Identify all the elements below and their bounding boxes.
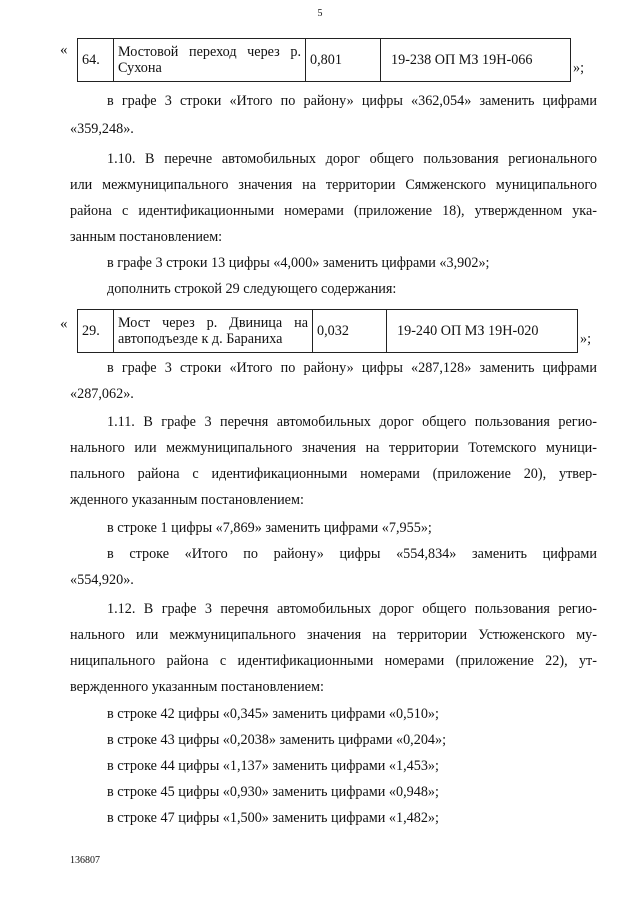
close-quote: »; <box>573 60 585 76</box>
section-1-11-line: пального района с идентификационными номерами (приложение 20), утвер- <box>70 466 597 482</box>
road-name: Мостовой переход через р. Сухона <box>114 39 306 82</box>
road-code: 19-238 ОП МЗ 19Н-066 <box>381 39 571 82</box>
road-name: Мост через р. Двиница на автоподъезде к д. Бараниха <box>114 310 313 353</box>
list-item: в строке 45 цифры «0,930» заменить цифрами «0,948»; <box>107 784 439 800</box>
section-1-11-line: жденного указанным постановлением: <box>70 492 304 508</box>
paragraph-line: «359,248». <box>70 121 134 137</box>
paragraph-line: дополнить строкой 29 следующего содержания: <box>107 281 397 297</box>
table-row-64 <box>77 38 571 82</box>
open-quote: « <box>60 316 68 332</box>
list-item: в строке 44 цифры «1,137» заменить цифрами «1,453»; <box>107 758 439 774</box>
section-1-11-line: нального или межмуниципального значения на территории Тотемского муници- <box>70 440 597 456</box>
section-1-12-line: 1.12. В графе 3 перечня автомобильных дорог общего пользования регио- <box>107 601 597 617</box>
section-1-10-line: занным постановлением: <box>70 229 223 245</box>
table-row-29 <box>77 309 578 353</box>
section-1-12-line: нального или межмуниципального значения на территории Устюженского му- <box>70 627 597 643</box>
paragraph-line: в строке «Итого по району» цифры «554,834» заменить цифрами <box>107 546 597 562</box>
section-1-10-line: 1.10. В перечне автомобильных дорог общего пользования регионального <box>107 151 597 167</box>
paragraph-line: в графе 3 строки «Итого по району» цифры «362,054» заменить цифрами <box>107 93 597 109</box>
close-quote: »; <box>580 331 592 347</box>
paragraph-line: «287,062». <box>70 386 134 402</box>
page-number: 5 <box>317 8 323 19</box>
list-item: в строке 47 цифры «1,500» заменить цифрами «1,482»; <box>107 810 439 826</box>
paragraph-line: в графе 3 строки 13 цифры «4,000» заменить цифрами «3,902»; <box>107 255 490 271</box>
section-1-10-line: или межмуниципального значения на территории Сямженского муниципального <box>70 177 597 193</box>
road-length: 0,801 <box>306 39 381 82</box>
section-1-12-line: вержденного указанным постановлением: <box>70 679 324 695</box>
list-item: в строке 43 цифры «0,2038» заменить цифрами «0,204»; <box>107 732 447 748</box>
section-1-10-line: района с идентификационными номерами (приложение 18), утвержденном ука- <box>70 203 597 219</box>
road-code: 19-240 ОП МЗ 19Н-020 <box>387 310 578 353</box>
list-item: в строке 42 цифры «0,345» заменить цифрами «0,510»; <box>107 706 439 722</box>
open-quote: « <box>60 42 68 58</box>
paragraph-line: в графе 3 строки «Итого по району» цифры «287,128» заменить цифрами <box>107 360 597 376</box>
paragraph-line: «554,920». <box>70 572 134 588</box>
section-1-11-line: 1.11. В графе 3 перечня автомобильных дорог общего пользования регио- <box>107 414 597 430</box>
road-length: 0,032 <box>313 310 387 353</box>
paragraph-line: в строке 1 цифры «7,869» заменить цифрами «7,955»; <box>107 520 432 536</box>
row-number: 64. <box>78 39 114 82</box>
section-1-12-line: ниципального района с идентификационными номерами (приложение 22), ут- <box>70 653 597 669</box>
row-number: 29. <box>78 310 114 353</box>
document-code: 136807 <box>70 855 100 866</box>
